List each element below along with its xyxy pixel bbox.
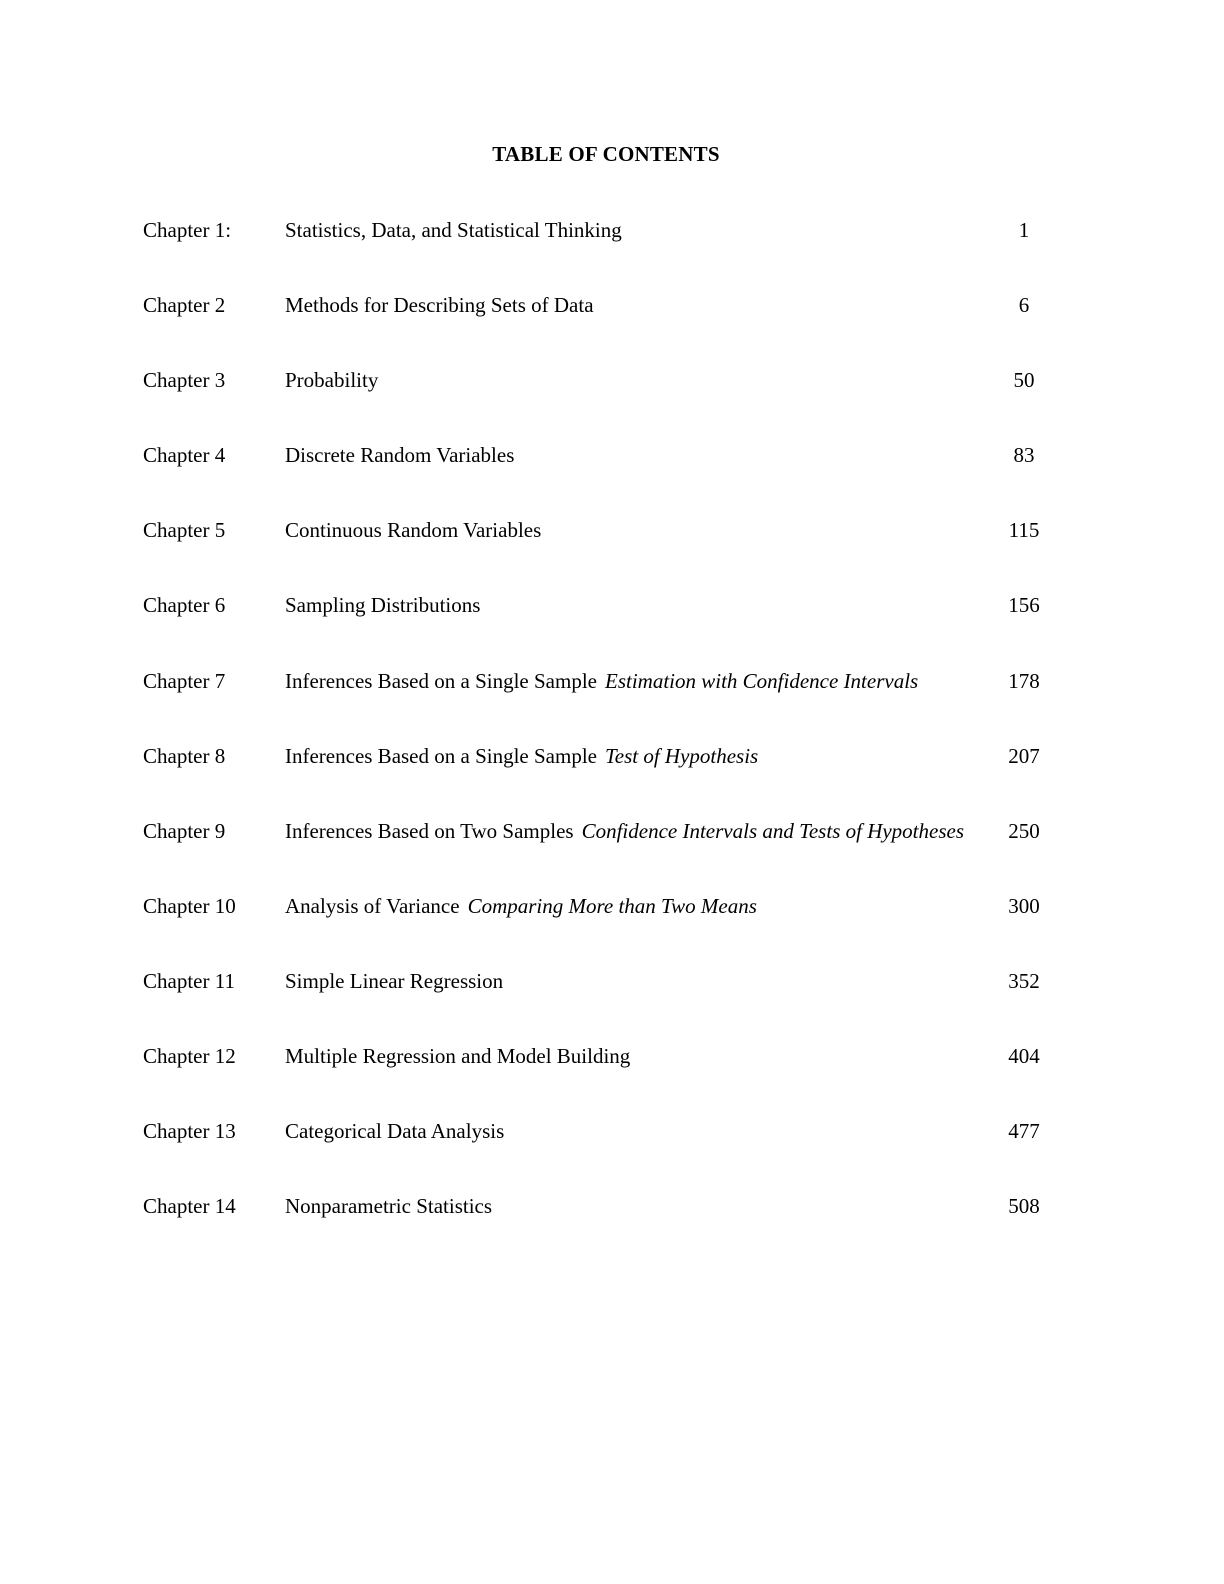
chapter-subtitle: Comparing More than Two Means bbox=[467, 893, 757, 918]
chapter-label: Chapter 2 bbox=[143, 293, 226, 318]
chapter-title-text: Nonparametric Statistics bbox=[285, 1194, 493, 1219]
chapter-title-text: Multiple Regression and Model Building bbox=[285, 1044, 631, 1069]
page-number: 50 bbox=[1013, 368, 1035, 393]
chapter-title bbox=[285, 963, 511, 999]
toc-entry[interactable] bbox=[0, 1113, 1224, 1188]
toc-entry[interactable] bbox=[0, 813, 1224, 888]
chapter-title bbox=[285, 362, 386, 398]
chapter-label: Chapter 12 bbox=[143, 1044, 236, 1069]
page-number: 178 bbox=[1008, 668, 1040, 693]
chapter-title-text: Inferences Based on Two Samples bbox=[285, 818, 574, 843]
chapter-label: Chapter 4 bbox=[143, 443, 226, 468]
page-number: 156 bbox=[1008, 593, 1040, 618]
toc-entry[interactable] bbox=[0, 212, 1224, 287]
chapter-label: Chapter 11 bbox=[143, 968, 235, 993]
toc-entry[interactable] bbox=[0, 512, 1224, 587]
chapter-title bbox=[285, 512, 549, 548]
toc-entry[interactable] bbox=[0, 287, 1224, 362]
chapter-label: Chapter 3 bbox=[143, 368, 226, 393]
toc-entry[interactable] bbox=[0, 888, 1224, 963]
page-number: 352 bbox=[1008, 968, 1040, 993]
chapter-title-text: Statistics, Data, and Statistical Thinking bbox=[285, 218, 622, 242]
chapter-title bbox=[285, 813, 964, 849]
page-number: 477 bbox=[1008, 1119, 1040, 1144]
chapter-title bbox=[285, 287, 602, 323]
toc-entry[interactable] bbox=[0, 738, 1224, 813]
chapter-subtitle: Estimation with Confidence Intervals bbox=[605, 668, 919, 693]
chapter-label: Chapter 7 bbox=[143, 668, 226, 693]
chapter-label: Chapter 1: bbox=[143, 218, 232, 242]
chapter-title bbox=[285, 738, 758, 774]
page-number: 404 bbox=[1008, 1044, 1040, 1069]
toc-list bbox=[0, 212, 1224, 1263]
toc-entry[interactable] bbox=[0, 1188, 1224, 1263]
chapter-title bbox=[285, 1188, 500, 1224]
toc-entry[interactable] bbox=[0, 437, 1224, 512]
page-number: 207 bbox=[1008, 743, 1040, 768]
chapter-title-text: Methods for Describing Sets of Data bbox=[285, 293, 594, 318]
page-number: 250 bbox=[1008, 818, 1040, 843]
toc-entry[interactable] bbox=[0, 587, 1224, 662]
chapter-title bbox=[285, 212, 630, 248]
chapter-title bbox=[285, 888, 757, 924]
chapter-title-text: Discrete Random Variables bbox=[285, 443, 515, 468]
toc-entry[interactable] bbox=[0, 1038, 1224, 1113]
chapter-title bbox=[285, 437, 522, 473]
chapter-label: Chapter 14 bbox=[143, 1194, 236, 1219]
page-number: 83 bbox=[1013, 443, 1035, 468]
page-number: 6 bbox=[1018, 293, 1030, 318]
page-number: 300 bbox=[1008, 893, 1040, 918]
chapter-title-text: Simple Linear Regression bbox=[285, 968, 504, 993]
page-number: 1 bbox=[1018, 218, 1030, 242]
toc-entry[interactable] bbox=[0, 663, 1224, 738]
chapter-label: Chapter 10 bbox=[143, 893, 236, 918]
chapter-label: Chapter 9 bbox=[143, 818, 226, 843]
chapter-label: Chapter 8 bbox=[143, 743, 226, 768]
chapter-title-text: Continuous Random Variables bbox=[285, 518, 542, 543]
chapter-label: Chapter 5 bbox=[143, 518, 226, 543]
chapter-title-text: Analysis of Variance bbox=[285, 893, 460, 918]
chapter-label: Chapter 13 bbox=[143, 1119, 236, 1144]
chapter-title bbox=[285, 663, 918, 699]
page-title: TABLE OF CONTENTS bbox=[492, 142, 720, 166]
toc-entry[interactable] bbox=[0, 362, 1224, 437]
chapter-subtitle: Test of Hypothesis bbox=[605, 743, 759, 768]
page-number: 115 bbox=[1008, 518, 1040, 543]
page-number: 508 bbox=[1008, 1194, 1040, 1219]
chapter-title-text: Sampling Distributions bbox=[285, 593, 481, 618]
chapter-label: Chapter 6 bbox=[143, 593, 226, 618]
chapter-subtitle: Confidence Intervals and Tests of Hypotheses bbox=[581, 818, 965, 843]
chapter-title-text: Inferences Based on a Single Sample bbox=[285, 668, 597, 693]
toc-entry[interactable] bbox=[0, 963, 1224, 1038]
chapter-title-text: Categorical Data Analysis bbox=[285, 1119, 505, 1144]
chapter-title bbox=[285, 1113, 512, 1149]
chapter-title bbox=[285, 1038, 638, 1074]
chapter-title-text: Inferences Based on a Single Sample bbox=[285, 743, 597, 768]
chapter-title-text: Probability bbox=[285, 368, 379, 393]
chapter-title bbox=[285, 587, 488, 623]
